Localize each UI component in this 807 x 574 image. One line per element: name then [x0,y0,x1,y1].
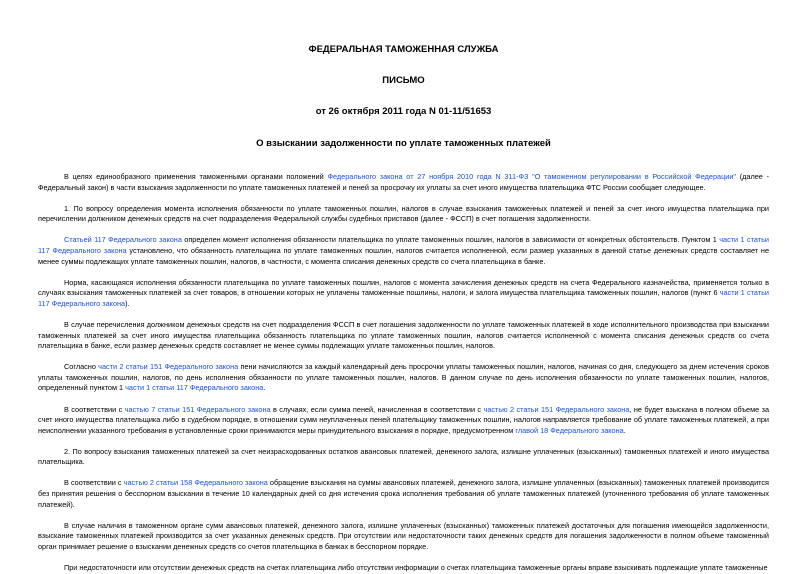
paragraph-advance-payments [38,521,769,553]
paragraph-text: обращение взыскания на суммы авансовых платежей, денежного залога, излишне уплаченных (взысканных) таможенных платежей производится без принятия решения о бесспорном взыскании в течение 10 календарных дней со дня истечения срока исполнения требования об уплате таможенных платежей (уточненного требования об уплате таможенных платежей). [38,478,770,509]
paragraph-text: установлено, что обязанность плательщика по уплате таможенных пошлин, налогов считается исполненной, если размер указанных в данной статье денежных средств составляет не менее суммы подлежащих уплате таможенных пошлин, налогов, в частности, с момента списания денежных средств со счета плательщика в банке. [38,245,769,266]
document-date-number: от 26 октября 2011 года N 01-11/51653 [315,106,492,117]
document-body [38,172,769,574]
paragraph-text: ). [125,298,130,308]
paragraph-text: . [623,425,626,435]
organization-name: ФЕДЕРАЛЬНАЯ ТАМОЖЕННАЯ СЛУЖБА [308,44,499,55]
paragraph-penalties [38,362,769,394]
paragraph-text: . [263,383,266,393]
paragraph-text: В целях единообразного применения таможенными органами положений [64,172,328,181]
paragraph-article-117 [38,235,769,267]
part-1-article-117-link[interactable]: части 1 статьи 117 Федерального закона [38,288,769,308]
part-1-article-117-link[interactable]: части 1 статьи 117 Федерального закона [38,235,769,255]
paragraph-intro [38,172,769,193]
paragraph-insufficient-funds [38,563,769,574]
paragraph-text: 1. По вопросу определения момента исполнения обязанности по уплате таможенных пошлин, налогов в случае взыскания таможенных платежей и пеней за счет иного имущества плательщика при перечислении должником денежных средств на счет подразделения Федеральной службы судебных приставов (далее - ФССП) в счет погашения задолженности. [38,203,769,224]
paragraph-text: В случае наличия в таможенном органе сумм авансовых платежей, денежного залога, излишне уплаченных (взысканных) таможенных платежей достаточных для погашения имеющейся задолженности, взыскание таможенных платежей производится за счет указанных денежных средств. При отсутствии или недостаточности таких денежных средств для погашения задолженности в полном объеме таможенный орган принимает решение о взыскании денежных средств со счетов плательщика в банках в бесспорном порядке. [38,520,769,551]
paragraph-text: Согласно [64,362,99,372]
paragraph-section-2 [38,447,769,468]
paragraph-text: в случаях, если сумма пеней, начисленная в соответствии с [270,404,484,414]
paragraph-text: , не будет взыскана в полном объеме за счет иного имущества плательщика либо в судебном порядке, в отношении сумм неуплаченных пеней плательщику таможенных пошлин, налогов направляется требование об уплате таможенных платежей, а при неисполнении указанного требования в установленные сроки принимаются меры принудительного взыскания в порядке, предусмотренном [38,404,769,435]
paragraph-part-7-article-151 [38,405,769,437]
paragraph-treasury-norm [38,278,769,310]
part-2-article-151-link[interactable]: частью 2 статьи 151 Федерального закона [483,404,630,414]
document-type: ПИСЬМО [382,75,425,86]
part-2-article-158-link[interactable]: частью 2 статьи 158 Федерального закона [123,478,268,488]
paragraph-fssp-transfer [38,320,769,352]
paragraph-text: (далее - Федеральный закон) в части взыскания задолженности по уплате таможенных платежей и пеней за просрочку их уплаты за счет иного имущества плательщика ФТС России сообщает следующее. [38,172,770,192]
paragraph-text: В случае перечисления должником денежных средств на счет подразделения ФССП в счет погашения задолженности по уплате таможенных платежей в ходе исполнительного производства при взыскании таможенных платежей за счет иного имущества плательщика обязанность плательщика по уплате таможенных пошлин, налогов считается исполненной с момента списания денежных средств со счета плательщика в банке, если размер денежных средств составляет не менее суммы подлежащих уплате таможенных пошлин, налогов. [38,319,769,351]
part-7-article-151-link[interactable]: частью 7 статьи 151 Федерального закона [124,404,271,414]
paragraph-text: пени начисляются за каждый календарный день просрочки уплаты таможенных пошлин, налогов, начиная со дня, следующего за днем истечения сроков уплаты таможенных пошлин, налогов, по день исполнения обязанности по уплате таможенных пошлин, налогов. В данном случае по день исполнения обязанности по уплате таможенных пошлин, налогов, определенный пунктом 1 [38,362,769,393]
part-1-article-117-link[interactable]: части 1 статьи 117 Федерального закона [125,383,264,393]
document-subject: О взыскании задолженности по уплате таможенных платежей [256,138,551,149]
paragraph-section-1 [38,204,769,225]
paragraph-text: определен момент исполнения обязанности плательщика по уплате таможенных пошлин, налогов в зависимости от конкретных обстоятельств. Пунктом 1 [181,235,720,245]
chapter-18-link[interactable]: главой 18 Федерального закона [515,425,624,435]
paragraph-text: 2. По вопросу взыскания таможенных платежей за счет неизрасходованных остатков авансовых платежей, денежного залога, излишне уплаченных (взысканных) таможенных платежей и иного имущества плательщика. [38,446,769,467]
law-311-fz-link[interactable]: Федерального закона от 27 ноября 2010 года N 311-ФЗ "О таможенном регулировании в Российской Федерации" [327,172,736,181]
paragraph-text: Норма, касающаяся исполнения обязанности плательщика по уплате таможенных пошлин, налогов с момента зачисления денежных средств на счета Федерального казначейства, применяется только в случаях взыскания таможенных платежей за счет товаров, в отношении которых не уплачены таможенные пошлины, налоги, и залога имущества плательщика таможенных пошлин, налогов (пункт 6 [38,277,769,298]
paragraph-text: В соответствии с [64,478,124,488]
paragraph-text: При недостаточности или отсутствии денежных средств на счетах плательщика либо отсутствии информации о счетах плательщика таможенные органы вправе взыскивать подлежащие уплате таможенные [64,563,768,573]
article-117-link[interactable]: Статьей 117 Федерального закона [64,235,182,245]
part-2-article-151-link[interactable]: части 2 статьи 151 Федерального закона [98,362,239,372]
paragraph-text: В соответствии с [64,404,125,414]
paragraph-part-2-article-158 [38,478,769,510]
